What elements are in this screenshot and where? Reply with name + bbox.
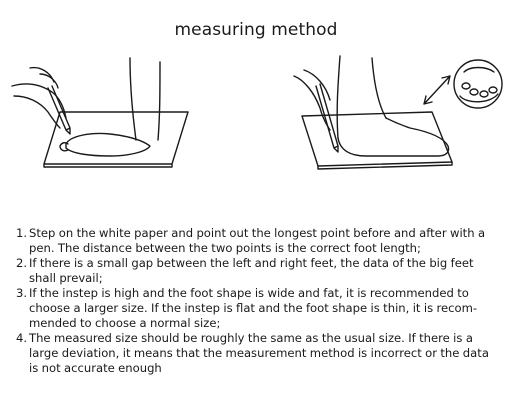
leg-right [337,56,340,138]
instruction-list [16,226,496,376]
instruction-step-3: 3. If the instep is high and the foot shape is wide and fat, it is recommended to choose a larger size. If the instep is flat and the foot shape is thin, it is recom-mended to choose a normal size; [16,286,478,330]
page-title: measuring method [174,20,338,40]
instruction-step-1: 1. Step on the white paper and point out the longest point before and after with a pen. The distance between the two points is the correct foot length; [16,226,486,255]
pen-right [316,84,338,152]
left-figure-tracing-foot [12,58,188,167]
zoom-arrow [424,76,450,104]
instruction-step-2: 2. If there is a small gap between the left and right feet, the data of the big feet shall prevail; [16,256,474,285]
instruction-step-4: 4. The measured size should be roughly the same as the usual size. If there is a large deviation, it means that the measurement method is incorrect or the data is not accurate enough [16,331,489,375]
foot-outline-right [338,118,449,156]
hand-right [294,76,330,130]
right-figure-side-view [294,56,502,169]
foot-outline-left [66,133,150,156]
leg-left [130,58,136,140]
